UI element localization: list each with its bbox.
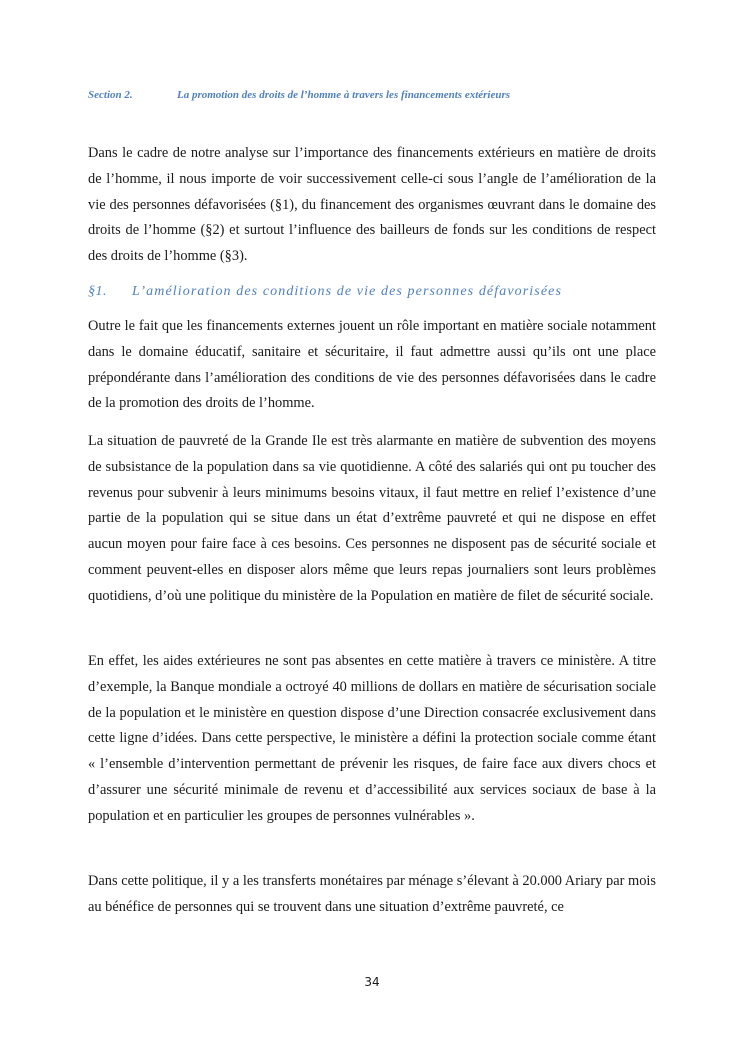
paragraph: Dans cette politique, il y a les transferts monétaires par ménage s’élevant à 20.000 Ariary par mois au bénéfice de personnes qui se trouvent dans une situation d’extrême pauvreté, ce	[88, 873, 656, 915]
subsection-number: §1.	[88, 284, 107, 299]
paragraph: En effet, les aides extérieures ne sont pas absentes en cette matière à travers ce ministère. A titre d’exemple, la Banque mondiale a octroyé 40 millions de dollars en matière de sécurisation sociale de la population et le ministère en question dispose d’une Direction consacrée exclusivement dans cette ligne d’idées. Dans cette perspective, le ministère a défini la protection sociale comme étant « l’ensemble d’intervention permettant de prévenir les risques, de faire face aux divers chocs et d’assurer une sécurité minimale de revenu et d’accessibilité aux services sociaux de base à la population et en particulier les groupes de personnes vulnérables ».	[88, 653, 656, 824]
paragraph: La situation de pauvreté de la Grande Ile est très alarmante en matière de subvention des moyens de subsistance de la population dans sa vie quotidienne. A côté des salariés qui ont pu toucher des revenus pour subvenir à leurs minimums besoins vitaux, il faut mettre en relief l’existence d’une partie de la population qui se situe dans un état d’extrême pauvreté et qui ne dispose en effet aucun moyen pour faire face à ces besoins. Ces personnes ne disposent pas de sécurité sociale et comment peuvent-elles en disposer alors même que leurs repas journaliers sont leurs problèmes quotidiens, d’où une politique du ministère de la Population en matière de filet de sécurité sociale.	[88, 433, 656, 604]
section-number: Section 2.	[88, 89, 133, 101]
section-header	[88, 89, 510, 101]
intro-paragraph: Dans le cadre de notre analyse sur l’importance des financements extérieurs en matière de droits de l’homme, il nous importe de voir successivement celle-ci sous l’angle de l’amélioration de la vie des personnes défavorisées (§1), du financement des organismes œuvrant dans le domaine des droits de l’homme (§2) et surtout l’influence des bailleurs de fonds sur les conditions de respect des droits de l’homme (§3).	[88, 145, 656, 265]
subsection-title: L’amélioration des conditions de vie des personnes défavorisées	[132, 284, 562, 299]
subsection-heading	[88, 284, 562, 300]
paragraph: Outre le fait que les financements externes jouent un rôle important en matière sociale notamment dans le domaine éducatif, sanitaire et sécuritaire, il faut admettre aussi qu’ils ont une place prépondérante dans l’amélioration des conditions de vie des personnes défavorisées dans le cadre de la promotion des droits de l’homme.	[88, 318, 656, 412]
section-title: La promotion des droits de l’homme à travers les financements extérieurs	[177, 89, 511, 101]
page-number: 34	[364, 975, 380, 989]
